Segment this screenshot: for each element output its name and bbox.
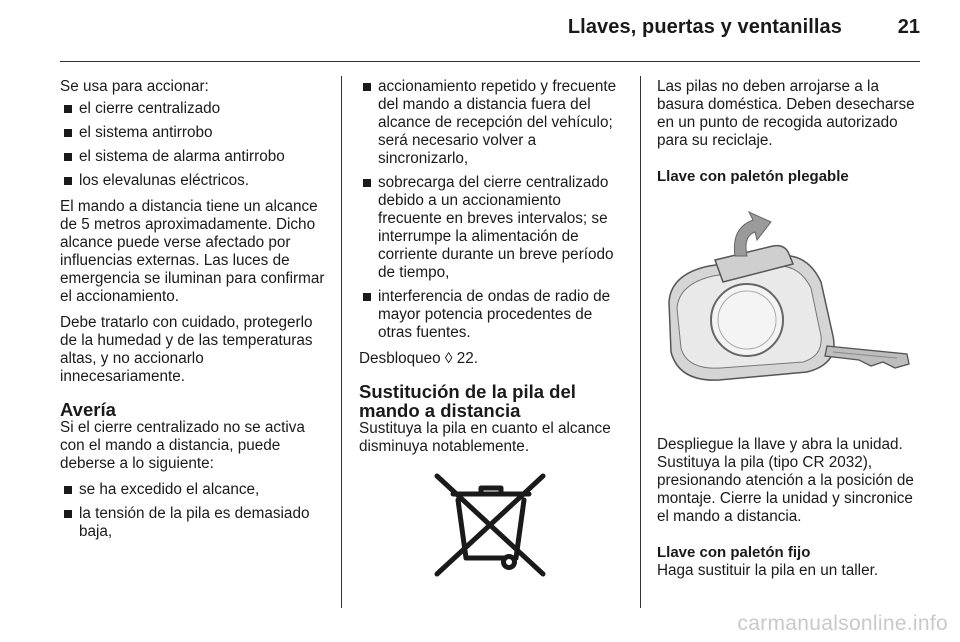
- watermark: carmanualsonline.info: [737, 612, 948, 635]
- list-item: los elevalunas eléctricos.: [60, 172, 326, 190]
- column-divider-1: [341, 76, 342, 608]
- uses-intro: Se usa para accionar:: [60, 78, 209, 95]
- key-battery-illustration: [657, 204, 919, 418]
- list-item: la tensión de la pila es demasiado baja,: [60, 505, 326, 541]
- list-item: sobrecarga del cierre centralizado debido a un accionamiento frecuente en breves intervalos; se interrumpe la alimentación de corriente durante un breve período de tiempo,: [359, 174, 625, 282]
- column-1: [60, 78, 326, 549]
- fault-heading: Avería: [60, 399, 116, 420]
- folding-key-paragraph: Despliegue la llave y abra la unidad. Sustituya la pila (tipo CR 2032), presionando atención a la posición de montaje. Cierre la unidad y sincronice el mando a distancia.: [657, 436, 914, 525]
- fixed-key-heading: Llave con paletón fijo: [657, 544, 811, 561]
- list-item: el sistema antirrobo: [60, 124, 326, 142]
- list-item: accionamiento repetido y frecuente del mando a distancia fuera del alcance de recepción del vehículo; será necesario volver a sincronizarlo,: [359, 78, 625, 168]
- range-paragraph: El mando a distancia tiene un alcance de 5 metros aproximadamente. Dicho alcance puede verse afectado por influencias externas. Las luces de emergencia se iluminan para confirmar el accionamiento.: [60, 198, 325, 305]
- list-item: el cierre centralizado: [60, 100, 326, 118]
- column-3: [657, 78, 923, 588]
- column-divider-2: [640, 76, 641, 608]
- unlock-reference: Desbloqueo ◊ 22.: [359, 350, 478, 367]
- fault-causes-list-continued: [359, 78, 625, 342]
- disposal-paragraph: Las pilas no deben arrojarse a la basura doméstica. Deben desecharse en un punto de recogida autorizado para su reciclaje.: [657, 78, 915, 149]
- page-number: 21: [897, 16, 920, 38]
- list-item: el sistema de alarma antirrobo: [60, 148, 326, 166]
- fault-paragraph: Si el cierre centralizado no se activa con el mando a distancia, puede deberse a lo siguiente:: [60, 419, 305, 472]
- recycle-bin-crossed-icon: [431, 470, 551, 578]
- care-paragraph: Debe tratarlo con cuidado, protegerlo de la humedad y de las temperaturas altas, y no accionarlo innecesariamente.: [60, 314, 313, 385]
- battery-heading: Sustitución de la pila del mando a distancia: [359, 381, 576, 421]
- folding-key-heading: Llave con paletón plegable: [657, 168, 849, 185]
- list-item: interferencia de ondas de radio de mayor potencia procedentes de otras fuentes.: [359, 288, 625, 342]
- uses-list: [60, 100, 326, 190]
- list-item: se ha excedido el alcance,: [60, 481, 326, 499]
- battery-paragraph: Sustituya la pila en cuanto el alcance disminuya notablemente.: [359, 420, 611, 455]
- fixed-key-paragraph: Haga sustituir la pila en un taller.: [657, 562, 879, 579]
- header-divider: [60, 61, 920, 62]
- column-2: [359, 78, 625, 578]
- fault-causes-list: [60, 481, 326, 541]
- page-title: Llaves, puertas y ventanillas: [567, 16, 842, 38]
